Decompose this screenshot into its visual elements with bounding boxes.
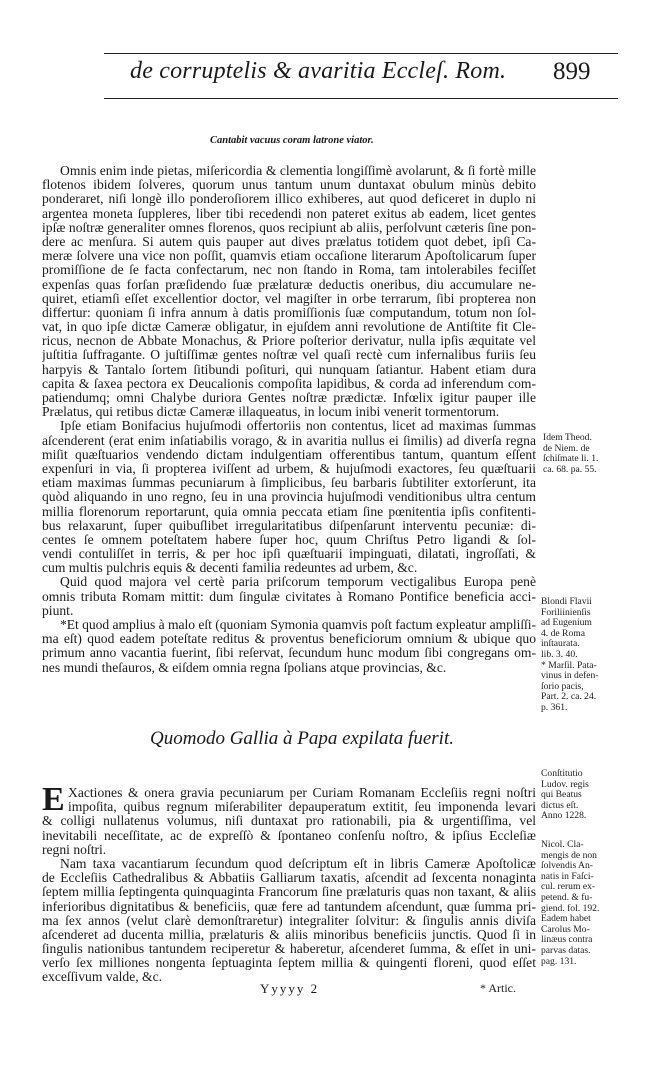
margin-note xyxy=(543,433,623,475)
margin-note-line: parvas datas. xyxy=(541,944,591,956)
paragraph-2 xyxy=(42,419,536,575)
margin-note-line: ſorio pacis, xyxy=(541,680,584,692)
text-line: promiſſione de ſe facta confectarum, nec non ſtando in Roma, tam intolerabiles feciſſet xyxy=(42,263,536,278)
text-line: Quid quod majora vel certè paria priſcorum temporum vectigalibus Europa penè xyxy=(60,575,536,590)
text-line: inferioribus dignitatibus & beneficiis, quæ fere ad tantundem aſcendunt, quæ ſumma pri- xyxy=(42,899,536,914)
text-line: nes mundi theſauros, & eiſdem omnia regna ſpolians atque provincias, &c. xyxy=(42,660,447,675)
text-line: aſcenderet ad ducenta millia, prælaturis & aliis minoribus beneficiis junctis. Quod ſi in xyxy=(42,927,536,942)
text-line: dere ac menſura. Si autem quis pauper aut dives prælatus totidem quot debet, ipſi Ca- xyxy=(42,234,536,249)
text-line: cum multis pulchris equis & decenti familia redeuntes ad urbem, &c. xyxy=(42,561,418,576)
text-line: primum anno vacantia fuerint, ſibi reſervat, ſecundum hunc modum ſibi congregans om- xyxy=(42,646,536,661)
margin-note-line: Blondi Flavii xyxy=(541,596,592,607)
text-line: inevitabili neceſſitate, ac de expreſſò & ſpontaneo conſenſu noſtro, & ipſius Eccleſiæ xyxy=(42,828,536,843)
text-column-upper xyxy=(42,164,536,675)
margin-note-line: de Niem. de xyxy=(543,442,590,454)
text-line: harpyis & Tantalo ſortem ſitibundi poſituri, qui nunquam ſatiantur. Habent etiam dura xyxy=(42,362,536,377)
margin-note-line: Idem Theod. xyxy=(543,432,592,443)
margin-note-line: petend. & fu- xyxy=(541,891,593,903)
margin-note-line: Part. 2. ca. 24. xyxy=(541,691,597,703)
text-line: de Eccleſiis Cathedralibus & Abbatiis Galliarum taxatis, aſcendit ad ſexcenta nonaginta xyxy=(42,871,536,886)
paragraph-6 xyxy=(42,857,536,985)
text-line: argentea moneta ſuppleres, liber tibi recedendi non pateret exitus ab eadem, licet gentes xyxy=(42,206,536,221)
text-line: etiam maximas ſummas pecuniarum à ſimplicibus, ſeu barbaris ſubtiliter extorſerunt, ita xyxy=(42,476,536,491)
paragraph-5-lines xyxy=(42,786,536,857)
margin-note-line: Nicol. Cla- xyxy=(541,839,584,850)
text-line: expenſas quas forſan præſidendo ſuæ prælaturæ deductis oneribus, diu accumulare ne- xyxy=(42,277,536,292)
margin-note xyxy=(541,840,621,967)
margin-note-line: ſolvendis An- xyxy=(541,860,593,872)
text-line: Xactiones & onera gravia pecuniarum per Curiam Romanam Eccleſiis regni noſtri xyxy=(68,786,536,800)
margin-note-line: qui Beatus xyxy=(541,789,582,801)
text-line: ſingulis nationibus tantundem reciperetur & haberetur, aſcenderet ſumma, & eſſet in uni- xyxy=(42,942,536,957)
page-number: 899 xyxy=(553,58,591,85)
drop-cap: E xyxy=(42,786,65,815)
margin-note-line: mengis de non xyxy=(541,849,597,861)
running-title: de corruptelis & avaritia Eccleſ. Rom. xyxy=(130,58,507,84)
signature-mark: Yyyyy 2 xyxy=(260,981,320,996)
section-heading: Quomodo Gallia à Papa expilata fuerit. xyxy=(150,728,454,749)
text-line: omnis tributa Romam mittit: dum ſingulæ civitates à Romano Pontifice beneficia acci- xyxy=(42,589,536,604)
text-line: ipſæ noſtræ generaliter omnes florenos, quos recipiunt ab aliis, perſolvunt cæteris ſine pon- xyxy=(42,220,536,235)
text-line: meræ ſolvere una vice non poſſit, quamvis etiam occaſione literarum Apoſtolicarum ſuper xyxy=(42,249,536,264)
margin-note-line: ca. 68. pa. 55. xyxy=(543,463,597,475)
text-line: expenſuri in via, ſi propterea iviſſent ad urbem, & hujuſmodi exactores, ſeu quæſtuarii xyxy=(42,461,536,476)
text-line: verſo ſex milliones nongenta ſeptuaginta ſeptem millia & quingenti floreni, quod eſſet xyxy=(42,956,536,971)
text-line: Ipſe etiam Bonifacius hujuſmodi offertoriis non contentus, licet ad maximas ſummas xyxy=(60,419,536,434)
margin-note-line: ſchiſmate li. 1. xyxy=(543,453,599,465)
margin-note-line: giend. fol. 192. xyxy=(541,902,600,914)
margin-note-line: linæus contra xyxy=(541,934,593,946)
text-line: & colligi nullatenus volumus, niſi duntaxat pro rationabili, pia & urgentiſſima, vel xyxy=(42,814,536,829)
margin-note-line: dictus eſt. xyxy=(541,799,579,811)
text-line: ma ſex annos (velut clarè demonſtraretur) integraliter ſolvitur: & ſingulis annis diviſa xyxy=(42,913,536,928)
text-line: *Et quod amplius à malo eſt (quoniam Symonia quamvis poſt factum expleatur ampliſſi- xyxy=(60,618,536,632)
text-line: aſcenderent (erat enim inſatiabilis vorago, & in avaritia nullus ei ſimilis) ad diverſa regna xyxy=(42,433,536,448)
epigraph: Cantabit vacuus coram latrone viator. xyxy=(210,135,374,146)
text-line: juſtitia ſuffragante. O juſtiſſimæ gentes noſtræ vel quaſi rectè cum infernalibus furiis ſeu xyxy=(42,348,536,363)
text-line: millia florenorum reportarunt, quia omnia peccata etiam ſine pœnitentia ipſis confitenti- xyxy=(42,504,536,519)
margin-note-line: * Marſil. Pata- xyxy=(541,659,597,671)
text-line: impoſita, quibus regnum miſerabiliter depauperatum extitit, ſeu imponenda levari xyxy=(68,800,536,815)
margin-note-line: Ludov. regis xyxy=(541,778,589,790)
text-line: capita & ſaxea pectora ex Deucalionis compoſita lapidibus, & corda ad inferendum com- xyxy=(42,376,536,391)
margin-note-line: inſtaurata. xyxy=(541,638,580,650)
header-rule-bottom xyxy=(104,98,618,99)
text-line: ma eſt) quod eadem poteſtate reditus & proventus beneficiorum omnium & ubique quo xyxy=(42,632,536,647)
margin-note xyxy=(541,597,621,714)
margin-note-line: vinus in defen- xyxy=(541,670,599,682)
paragraph-5 xyxy=(42,786,536,857)
header-rule-top xyxy=(104,53,618,54)
margin-note-line: natis in Faſci- xyxy=(541,870,594,882)
text-column-lower xyxy=(42,786,536,985)
paragraph-1 xyxy=(42,164,536,419)
text-line: Omnis enim inde pietas, miſericordia & clementia longiſſimè avolarunt, & ſi fortè mille xyxy=(60,164,536,178)
text-line: regni noſtri. xyxy=(42,842,107,857)
text-line: Prælatus, qui retibus dictæ Cameræ illaqueatus, in locum inibi venerit tormentorum. xyxy=(42,405,500,420)
text-line: piunt. xyxy=(42,603,74,618)
text-line: centes ſe omnem poteſtatem habere ſuper hoc, quum Chriſtus Petro ligandi & ſol- xyxy=(42,532,536,547)
margin-note-line: Foriliinienſis xyxy=(541,606,591,618)
margin-note xyxy=(541,769,621,822)
text-line: exceſſivum valde, &c. xyxy=(42,970,163,985)
text-line: quòd aliquando in uno regno, ſeu in una provincia hujuſmodi venditionibus ultra centum xyxy=(42,490,536,505)
text-line: vendi contuliſſet in terris, & per hoc ipſi quæſtuarii impinguati, dilatati, ingroſſati, & xyxy=(42,547,536,562)
text-line: differtur: quoniam ſi infra annum à datis promiſſionis ſuæ computandum, totum non ſol- xyxy=(42,305,536,320)
margin-note-line: Eadem habet xyxy=(541,913,591,925)
text-line: Nam taxa vacantiarum ſecundum quod deſcriptum eſt in libris Cameræ Apoſtolicæ xyxy=(60,856,536,871)
margin-note-line: pag. 131. xyxy=(541,955,577,967)
text-line: miſit quæſtuarios vendendo dictam indulgentiam offerentibus tantum, quantum eſſent xyxy=(42,447,536,462)
text-line: vat, in quo ipſe dictæ Cameræ obligatur, in ejuſdem anni revolutione de Antiſtite fit Cle- xyxy=(42,320,536,335)
margin-note-line: Anno 1228. xyxy=(541,810,587,822)
margin-note-line: cul. rerum ex- xyxy=(541,881,596,893)
catchword: * Artic. xyxy=(480,981,516,995)
margin-note-line: Carolus Mo- xyxy=(541,923,590,935)
margin-note-line: Conſtitutio xyxy=(541,768,583,779)
paragraph-4 xyxy=(42,618,536,675)
text-line: flotenos ibidem ſolveres, quorum unus tantum unum duntaxat obulum minùs debito xyxy=(42,178,536,193)
margin-note-line: p. 361. xyxy=(541,701,568,713)
text-line: bus relaxarunt, ſuper quibuſlibet irregularitatibus diſpenſarunt interventu pecuniæ: di- xyxy=(42,518,536,533)
text-line: ſeptem millia ſeptingenta quinquaginta Francorum ſine prælaturis quas non taxant, & aliis xyxy=(42,885,536,900)
text-line: quiret, etiamſi eſſet excellentior doctor, vel magiſter in orbe terrarum, ſibi propterea non xyxy=(42,291,536,306)
margin-note-line: 4. de Roma xyxy=(541,627,585,639)
margin-note-line: ad Eugenium xyxy=(541,617,592,629)
text-line: patiendumq; omni Chalybe duriora Gentes noſtræ prædictæ. Infœlix igitur pauper ille xyxy=(42,391,536,405)
paragraph-3 xyxy=(42,575,536,618)
text-line: ponderaret, niſi longè illo ponderoſiorem illico exhiberes, aut quod deficeret in duplo ni xyxy=(42,192,536,207)
text-line: ricus, necnon de Abbate Monachus, & Priore poſterior derivatur, nulla ipſis æquitate vel xyxy=(42,334,536,349)
margin-note-line: lib. 3. 40. xyxy=(541,648,578,660)
